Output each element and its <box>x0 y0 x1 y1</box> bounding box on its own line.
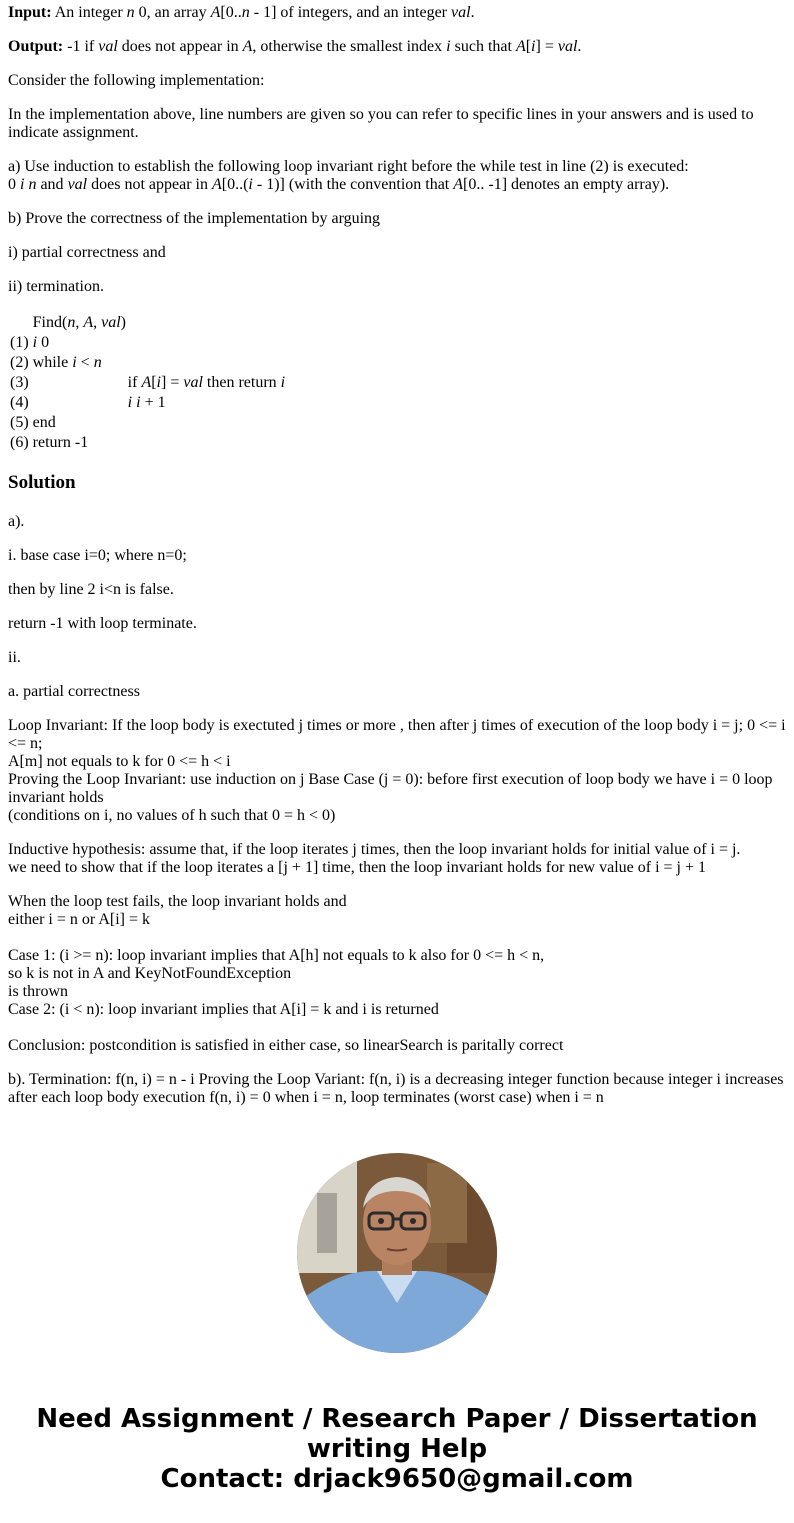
output-var: val <box>557 38 578 55</box>
code-right <box>126 353 287 373</box>
code-line <box>8 373 287 393</box>
output-var: i <box>446 38 451 55</box>
code-text: , <box>75 314 84 331</box>
input-spec <box>8 4 786 22</box>
output-text: such that <box>450 38 516 55</box>
code-var: i <box>32 334 38 351</box>
code-line <box>8 393 287 413</box>
code-line-number: (4) <box>10 394 29 411</box>
code-var: i <box>280 374 286 391</box>
return-line: return -1 with loop terminate. <box>8 615 197 632</box>
code-var: n <box>67 314 76 331</box>
part-a-text: 0 <box>8 176 20 193</box>
ii-label: ii. <box>8 649 21 666</box>
code-var: val <box>101 314 121 331</box>
consider-text: Consider the following implementation: <box>8 72 265 89</box>
code-left <box>31 373 126 393</box>
part-a-var: i <box>248 176 253 193</box>
code-left <box>31 413 126 433</box>
input-var: val <box>451 4 471 21</box>
conclusion: Conclusion: postcondition is satisfied in either case, so linearSearch is paritally correct <box>8 1037 564 1054</box>
loop-test-line: either i = n or A[i] = k <box>8 911 151 928</box>
code-left <box>31 393 126 413</box>
code-text: < <box>76 354 94 371</box>
code-right <box>126 373 287 393</box>
case-line: is thrown <box>8 983 68 1000</box>
output-var: i <box>531 38 536 55</box>
output-text: does not appear in <box>117 38 243 55</box>
part-a-var: n <box>28 176 37 193</box>
code-var: A <box>141 374 152 391</box>
code-line-number: (3) <box>10 374 29 391</box>
loop-invariant-line: A[m] not equals to k for 0 <= h < i <box>8 753 231 770</box>
avatar-photo <box>297 1153 497 1353</box>
loop-invariant-line: Proving the Loop Invariant: use induction on j Base Case (j = 0): before first execution of loop body we have i = 0 loop invariant holds <box>8 771 773 806</box>
code-header <box>31 313 287 333</box>
pseudocode-table <box>8 313 287 453</box>
loop-invariant-line: Loop Invariant: If the loop body is exectuted j times or more , then after j times of execution of the loop body i = j; 0 <= i <= n; <box>8 717 786 752</box>
part-a-text: [0.. -1] denotes an empty array). <box>463 176 670 193</box>
output-label: Output: <box>8 38 64 55</box>
output-var: val <box>98 38 118 55</box>
code-line <box>8 413 287 433</box>
input-text: 0, an array <box>134 4 211 21</box>
code-text: Find( <box>32 314 68 331</box>
code-left <box>31 433 126 453</box>
code-var: i <box>72 354 77 371</box>
code-text: [ <box>151 374 157 391</box>
loop-invariant-line: (conditions on i, no values of h such that 0 = h < 0) <box>8 807 336 824</box>
input-text: - 1] of integers, and an integer <box>249 4 452 21</box>
code-text: while <box>32 354 73 371</box>
base-case: i. base case i=0; where n=0; <box>8 547 187 564</box>
input-var: A <box>210 4 221 21</box>
footer-line-2: writing Help <box>306 1434 488 1464</box>
partial-correctness-label: a. partial correctness <box>8 683 140 700</box>
part-b-question: b) Prove the correctness of the implementation by arguing <box>8 210 381 227</box>
code-text: then return <box>202 374 281 391</box>
solution-a-label: a). <box>8 513 25 530</box>
input-label: Input: <box>8 4 52 21</box>
code-line <box>8 333 287 353</box>
inductive-block <box>8 841 786 877</box>
output-var: A <box>242 38 253 55</box>
output-spec <box>8 38 786 56</box>
part-a-var: i <box>20 176 25 193</box>
code-text: ) <box>120 314 126 331</box>
code-text: return -1 <box>32 434 89 451</box>
part-a-text: does not appear in <box>87 176 212 193</box>
input-text: [0.. <box>220 4 242 21</box>
part-a-var: A <box>453 176 464 193</box>
inductive-line: we need to show that if the loop iterates a [j + 1] time, then the loop invariant holds for new value of i = j + 1 <box>8 859 707 876</box>
code-left <box>31 353 126 373</box>
part-b-ii: ii) termination. <box>8 278 104 295</box>
loop-test-block <box>8 893 786 929</box>
code-left <box>31 333 126 353</box>
code-line-number: (2) <box>10 354 29 371</box>
avatar <box>297 1153 497 1353</box>
input-var: n <box>241 4 250 21</box>
solution-heading: Solution <box>8 472 76 493</box>
code-text: , <box>93 314 102 331</box>
line2-false: then by line 2 i<n is false. <box>8 581 174 598</box>
part-a-text: [0..( <box>221 176 249 193</box>
code-line-number: (1) <box>10 334 29 351</box>
code-right <box>126 413 287 433</box>
code-line-number: (6) <box>10 434 29 451</box>
case-line: Case 1: (i >= n): loop invariant implies that A[h] not equals to k also for 0 <= h < n, <box>8 947 545 964</box>
code-text: end <box>32 414 56 431</box>
code-right <box>126 433 287 453</box>
part-a-text: - 1)] (with the convention that <box>252 176 454 193</box>
output-text: -1 if <box>63 38 99 55</box>
code-var: n <box>93 354 102 371</box>
code-line-number: (5) <box>10 414 29 431</box>
part-a-var: A <box>211 176 222 193</box>
loop-invariant-block <box>8 717 786 825</box>
code-line <box>8 353 287 373</box>
code-text: ] = <box>161 374 184 391</box>
output-var: A <box>515 38 526 55</box>
output-text: [ <box>525 38 532 55</box>
code-var: i <box>127 394 133 411</box>
line-numbers-note: In the implementation above, line numbers are given so you can refer to specific lines in your answers and is used to indicate assignment. <box>8 106 754 141</box>
part-a-text: and <box>36 176 68 193</box>
code-right <box>126 393 287 413</box>
output-text: , otherwise the smallest index <box>252 38 447 55</box>
code-var: val <box>183 374 203 391</box>
code-header-row <box>8 313 287 333</box>
code-text: 0 <box>37 334 50 351</box>
part-b-i: i) partial correctness and <box>8 244 166 261</box>
inductive-line: Inductive hypothesis: assume that, if the loop iterates j times, then the loop invariant holds for initial value of i = j. <box>8 841 741 858</box>
case-line: Case 2: (i < n): loop invariant implies that A[i] = k and i is returned <box>8 1001 439 1018</box>
input-text: . <box>470 4 475 21</box>
cases-block <box>8 947 786 1019</box>
code-var: A <box>83 314 94 331</box>
input-text: An integer <box>51 4 127 21</box>
input-var: n <box>126 4 135 21</box>
termination: b). Termination: f(n, i) = n - i Proving the Loop Variant: f(n, i) is a decreasing integer function because integer i increases after each loop body execution f(n, i) = 0 when i = n, loop terminates (worst case) when i = n <box>8 1071 784 1106</box>
code-text: + 1 <box>140 394 166 411</box>
output-text: . <box>577 38 582 55</box>
loop-test-line: When the loop test fails, the loop invariant holds and <box>8 893 347 910</box>
part-a-question <box>8 158 786 194</box>
code-text: if <box>127 374 142 391</box>
footer-line-1: Need Assignment / Research Paper / Dissertation <box>36 1404 758 1434</box>
code-line <box>8 433 287 453</box>
code-right <box>126 333 287 353</box>
footer-contact: Contact: drjack9650@gmail.com <box>160 1464 634 1494</box>
part-a-var: val <box>67 176 88 193</box>
case-line: so k is not in A and KeyNotFoundException <box>8 965 292 982</box>
code-var: i <box>136 394 141 411</box>
output-text: ] = <box>535 38 558 55</box>
part-a-line1: a) Use induction to establish the following loop invariant right before the while test in line (2) is executed: <box>8 158 689 175</box>
code-var: i <box>156 374 161 391</box>
